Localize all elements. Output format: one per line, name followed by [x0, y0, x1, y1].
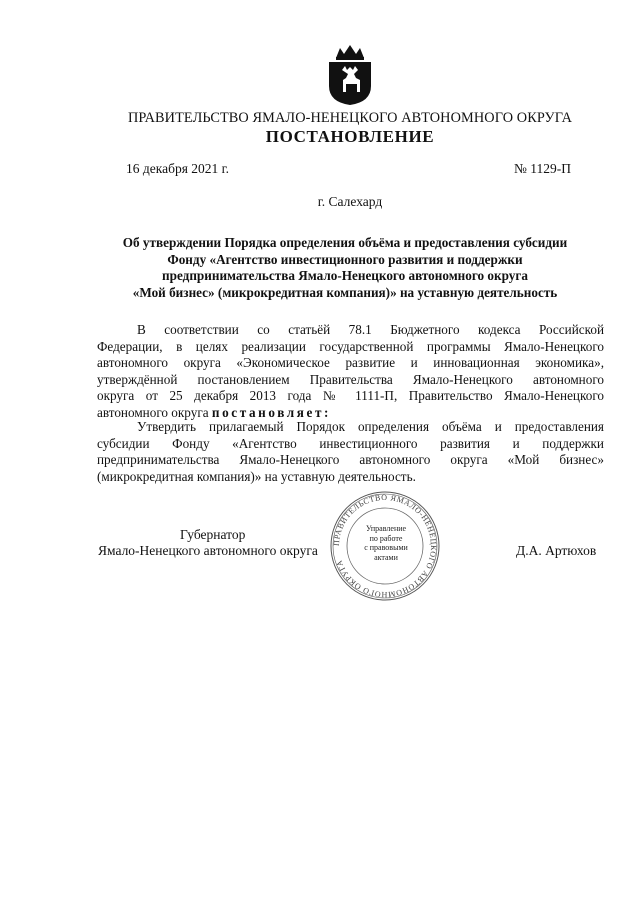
paragraph-line: субсидии Фонду «Агентство инвестиционного развития и поддержки — [97, 435, 604, 451]
signatory-region: Ямало-Ненецкого автономного округа — [98, 543, 318, 558]
document-city: г. Салехард — [317, 194, 383, 209]
signatory-role: Губернатор — [180, 527, 246, 542]
paragraph-line-text: автономного округа — [97, 404, 209, 420]
document-number: № 1129-П — [514, 161, 571, 176]
paragraph-line: утверждённой постановлением Правительства Ямало-Ненецкого автономного — [97, 371, 604, 387]
stamp-ring-text: ПРАВИТЕЛЬСТВО ЯМАЛО-НЕНЕЦКОГО АВТОНОМНОГО ОКРУГА — [331, 492, 439, 600]
resolves-emphasis: постановляет: — [211, 404, 332, 420]
coat-of-arms-icon — [326, 44, 374, 106]
preamble-paragraph — [97, 322, 604, 422]
subject-line: предпринимательства Ямало-Ненецкого автономного округа — [162, 268, 528, 283]
subject-line: Об утверждении Порядка определения объёма и предоставления субсидии — [122, 235, 568, 250]
subject-line: «Мой бизнес» (микрокредитная компания)» на уставную деятельность — [132, 284, 558, 300]
paragraph-line: автономного округа «Экономическое развитие и инновационная экономика», — [97, 355, 604, 371]
document-subject — [95, 235, 595, 301]
stamp-line: с правовыми — [364, 543, 408, 552]
government-title: ПРАВИТЕЛЬСТВО ЯМАЛО-НЕНЕЦКОГО АВТОНОМНОГО ОКРУГА — [127, 110, 573, 126]
paragraph-line: Утвердить прилагаемый Порядок определения объёма и предоставления — [137, 419, 604, 434]
stamp-inner-text — [358, 524, 414, 562]
stamp-line: Управление — [365, 524, 407, 533]
paragraph-line: предпринимательства Ямало-Ненецкого автономного округа «Мой бизнес» — [97, 452, 604, 468]
stamp-line: по работе — [369, 533, 403, 543]
paragraph-line: В соответствии со статьёй 78.1 Бюджетного кодекса Российской — [137, 322, 604, 337]
resolution-paragraph — [97, 419, 604, 485]
document-date: 16 декабря 2021 г. — [126, 161, 230, 176]
stamp-line: актами — [374, 552, 398, 562]
paragraph-line: (микрокредитная компания)» на уставную деятельность. — [97, 468, 416, 484]
signatory-name: Д.А. Артюхов — [516, 543, 597, 558]
paragraph-line: округа от 25 декабря 2013 года № 1111-П, Правительство Ямало-Ненецкого — [97, 388, 604, 404]
paragraph-line: Федерации, в целях реализации государственной программы Ямало-Ненецкого — [97, 338, 604, 354]
subject-line: Фонду «Агентство инвестиционного развития и поддержки — [167, 251, 523, 267]
document-type: ПОСТАНОВЛЕНИЕ — [265, 127, 435, 146]
